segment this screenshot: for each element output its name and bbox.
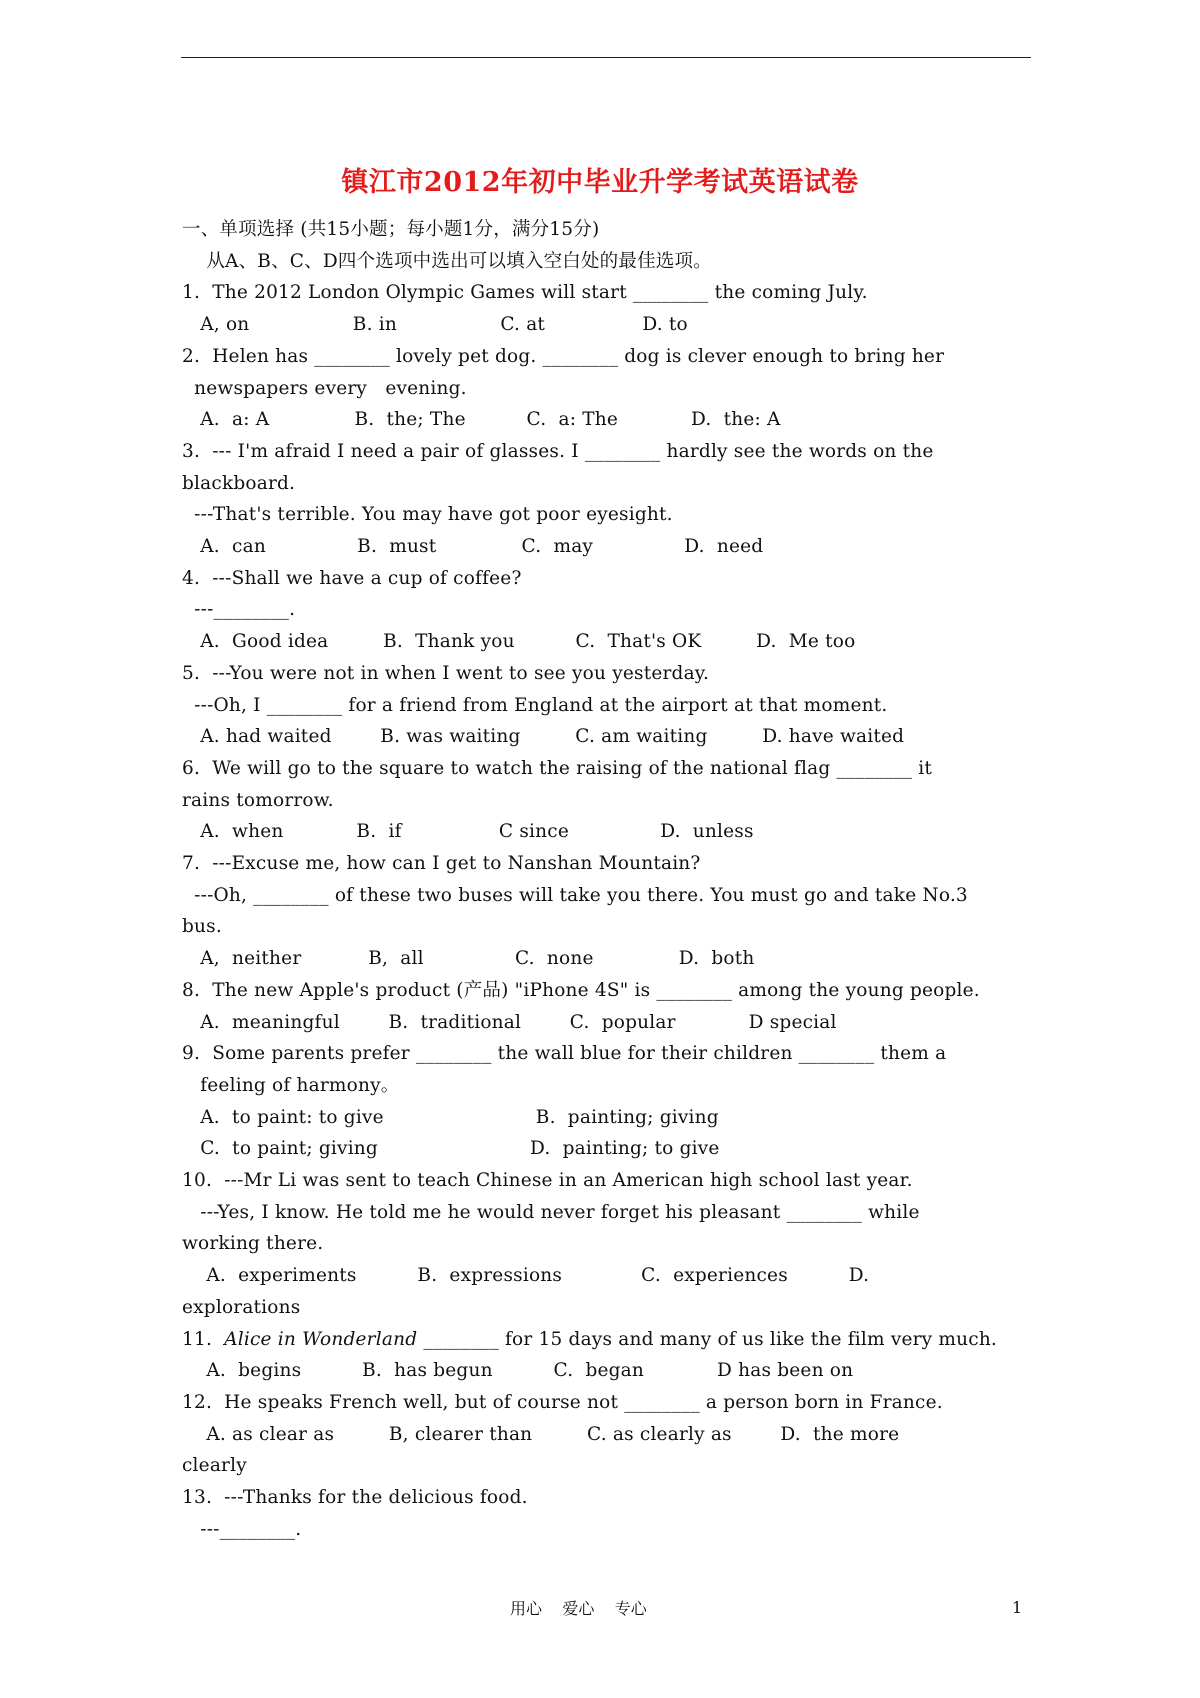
text-line: 一、单项选择 (共15小题；每小题1分，满分15分) (182, 219, 600, 240)
text-line: 9. Some parents prefer ________ the wall blue for their children ________ them a (182, 1043, 947, 1065)
q11-rest: ________ for 15 days and many of us like the film very much. (417, 1328, 998, 1350)
text-line: ---________. (182, 1518, 302, 1540)
text-line: blackboard. (182, 472, 296, 494)
q11-number: 11. (182, 1328, 225, 1350)
text-line: rains tomorrow. (182, 789, 334, 811)
page-title: 镇江市2012年初中毕业升学考试英语试卷 (341, 167, 859, 198)
text-line: A. meaningful B. traditional C. popular D special (182, 1011, 837, 1033)
text-line: A. can B. must C. may D. need (182, 536, 764, 557)
text-line: ---Yes, I know. He told me he would never forget his pleasant ________ while (182, 1201, 920, 1223)
text-line: ---Oh, I ________ for a friend from England at the airport at that moment. (182, 694, 888, 716)
text-line: A, on B. in C. at D. to (182, 314, 688, 336)
text-line: ---________. (182, 599, 296, 621)
text-line: 3. --- I'm afraid I need a pair of glasses. I ________ hardly see the words on the (182, 440, 934, 462)
text-line: 8. The new Apple's product (产品) "iPhone 4S" is ________ among the young people. (182, 979, 980, 1001)
text-line: A, neither B, all C. none D. both (182, 948, 755, 970)
text-line: explorations (182, 1296, 301, 1318)
question-11-line (182, 1325, 1032, 1355)
text-line: 从A、B、C、D四个选项中选出可以填入空白处的最佳选项。 (182, 250, 712, 272)
text-line: 1. The 2012 London Olympic Games will start ________ the coming July. (182, 282, 868, 304)
text-line: A. had waited B. was waiting C. am waiting D. have waited (182, 726, 905, 748)
text-line: clearly (182, 1455, 247, 1477)
text-line: 12. He speaks French well, but of course not ________ a person born in France. (182, 1391, 943, 1413)
text-line: 4. ---Shall we have a cup of coffee? (182, 567, 522, 589)
text-line: A. begins B. has begun C. began D has been on (182, 1360, 854, 1382)
text-line: 6. We will go to the square to watch the raising of the national flag ________ it (182, 757, 932, 779)
text-line: A. to paint: to give B. painting; giving (182, 1106, 719, 1128)
text-line: A. Good idea B. Thank you C. That's OK D. Me too (182, 631, 856, 653)
text-line: C. to paint; giving D. painting; to give (182, 1138, 720, 1160)
header-rule (181, 57, 1031, 58)
text-line: ---That's terrible. You may have got poor eyesight. (182, 504, 673, 526)
text-line: bus. (182, 916, 222, 938)
text-line: 5. ---You were not in when I went to see you yesterday. (182, 662, 710, 684)
text-line: A. a: A B. the; The C. a: The D. the: A (182, 409, 781, 431)
text-line: A. as clear as B, clearer than C. as clearly as D. the more (182, 1423, 900, 1445)
text-line: A. when B. if C since D. unless (182, 821, 754, 843)
q11-film-title: Alice in Wonderland (224, 1328, 418, 1350)
text-line: 2. Helen has ________ lovely pet dog. ________ dog is clever enough to bring her (182, 345, 945, 367)
page-number: 1 (1012, 1598, 1023, 1617)
text-line: working there. (182, 1233, 324, 1255)
text-line: newspapers every evening. (182, 377, 467, 399)
text-line: 10. ---Mr Li was sent to teach Chinese in an American high school last year. (182, 1170, 913, 1191)
text-line: feeling of harmony。 (182, 1074, 400, 1096)
text-line: 7. ---Excuse me, how can I get to Nanshan Mountain? (182, 853, 701, 874)
text-line: 13. ---Thanks for the delicious food. (182, 1487, 528, 1508)
text-line: ---Oh, ________ of these two buses will take you there. You must go and take No.3 (182, 884, 968, 906)
text-line: A. experiments B. expressions C. experiences D. (182, 1265, 870, 1287)
footer-mottos: 用心 爱心 专心 (510, 1599, 647, 1618)
